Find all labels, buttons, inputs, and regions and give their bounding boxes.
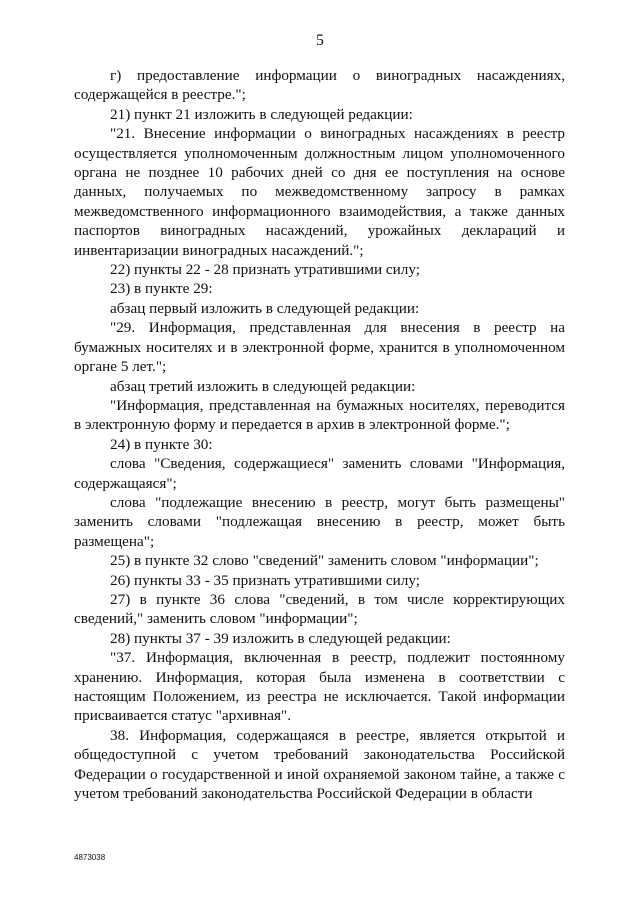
paragraph: "21. Внесение информации о виноградных насаждениях в реестр осуществляется уполномоченным должностным лицом уполномоченного органа не позднее 10 рабочих дней со дня ее поступления на основе данных, получаемых по межведомственному запросу в рамках межведомственного информационного взаимодействия, а также данных паспортов виноградных насаждений, урожайных деклараций и инвентаризации виноградных насаждений."; <box>74 125 565 259</box>
document-body <box>74 66 565 803</box>
paragraph: "29. Информация, представленная для внесения в реестр на бумажных носителях и в электронной форме, хранится в уполномоченном органе 5 лет."; <box>74 319 565 376</box>
paragraph: 38. Информация, содержащаяся в реестре, является открытой и общедоступной с учетом требований законодательства Российской Федерации о государственной и иной охраняемой законом тайне, а также с учетом требований законодательства Российской Федерации в области <box>74 726 565 803</box>
paragraph: 25) в пункте 32 слово "сведений" заменить словом "информации"; <box>110 552 539 570</box>
paragraph: 22) пункты 22 - 28 признать утратившими силу; <box>110 261 420 279</box>
paragraph: "37. Информация, включенная в реестр, подлежит постоянному хранению. Информация, которая была изменена в соответствии с настоящим Положением, из реестра не исключается. Такой информации присваивается статус "архивная". <box>74 649 565 725</box>
paragraph: 28) пункты 37 - 39 изложить в следующей редакции: <box>110 629 451 647</box>
paragraph: "Информация, представленная на бумажных носителях, переводится в электронную форму и передается в архив в электронной форме."; <box>74 396 565 434</box>
paragraph: 21) пункт 21 изложить в следующей редакции: <box>110 105 413 123</box>
page-number: 5 <box>316 32 324 49</box>
paragraph: 23) в пункте 29: <box>110 280 213 298</box>
paragraph: абзац третий изложить в следующей редакции: <box>110 377 416 395</box>
paragraph: 24) в пункте 30: <box>110 435 213 453</box>
paragraph: г) предоставление информации о виноградных насаждениях, содержащейся в реестре."; <box>74 67 565 104</box>
paragraph: абзац первый изложить в следующей редакции: <box>110 299 420 317</box>
paragraph: 26) пункты 33 - 35 признать утратившими силу; <box>110 571 420 589</box>
paragraph: слова "подлежащие внесению в реестр, могут быть размещены" заменить словами "подлежащая внесению в реестр, может быть размещена"; <box>74 493 565 550</box>
document-id: 4873038 <box>74 853 106 862</box>
paragraph: 27) в пункте 36 слова "сведений, в том числе корректирующих сведений," заменить словом "информации"; <box>74 590 565 628</box>
paragraph: слова "Сведения, содержащиеся" заменить словами "Информация, содержащаяся"; <box>74 455 565 492</box>
